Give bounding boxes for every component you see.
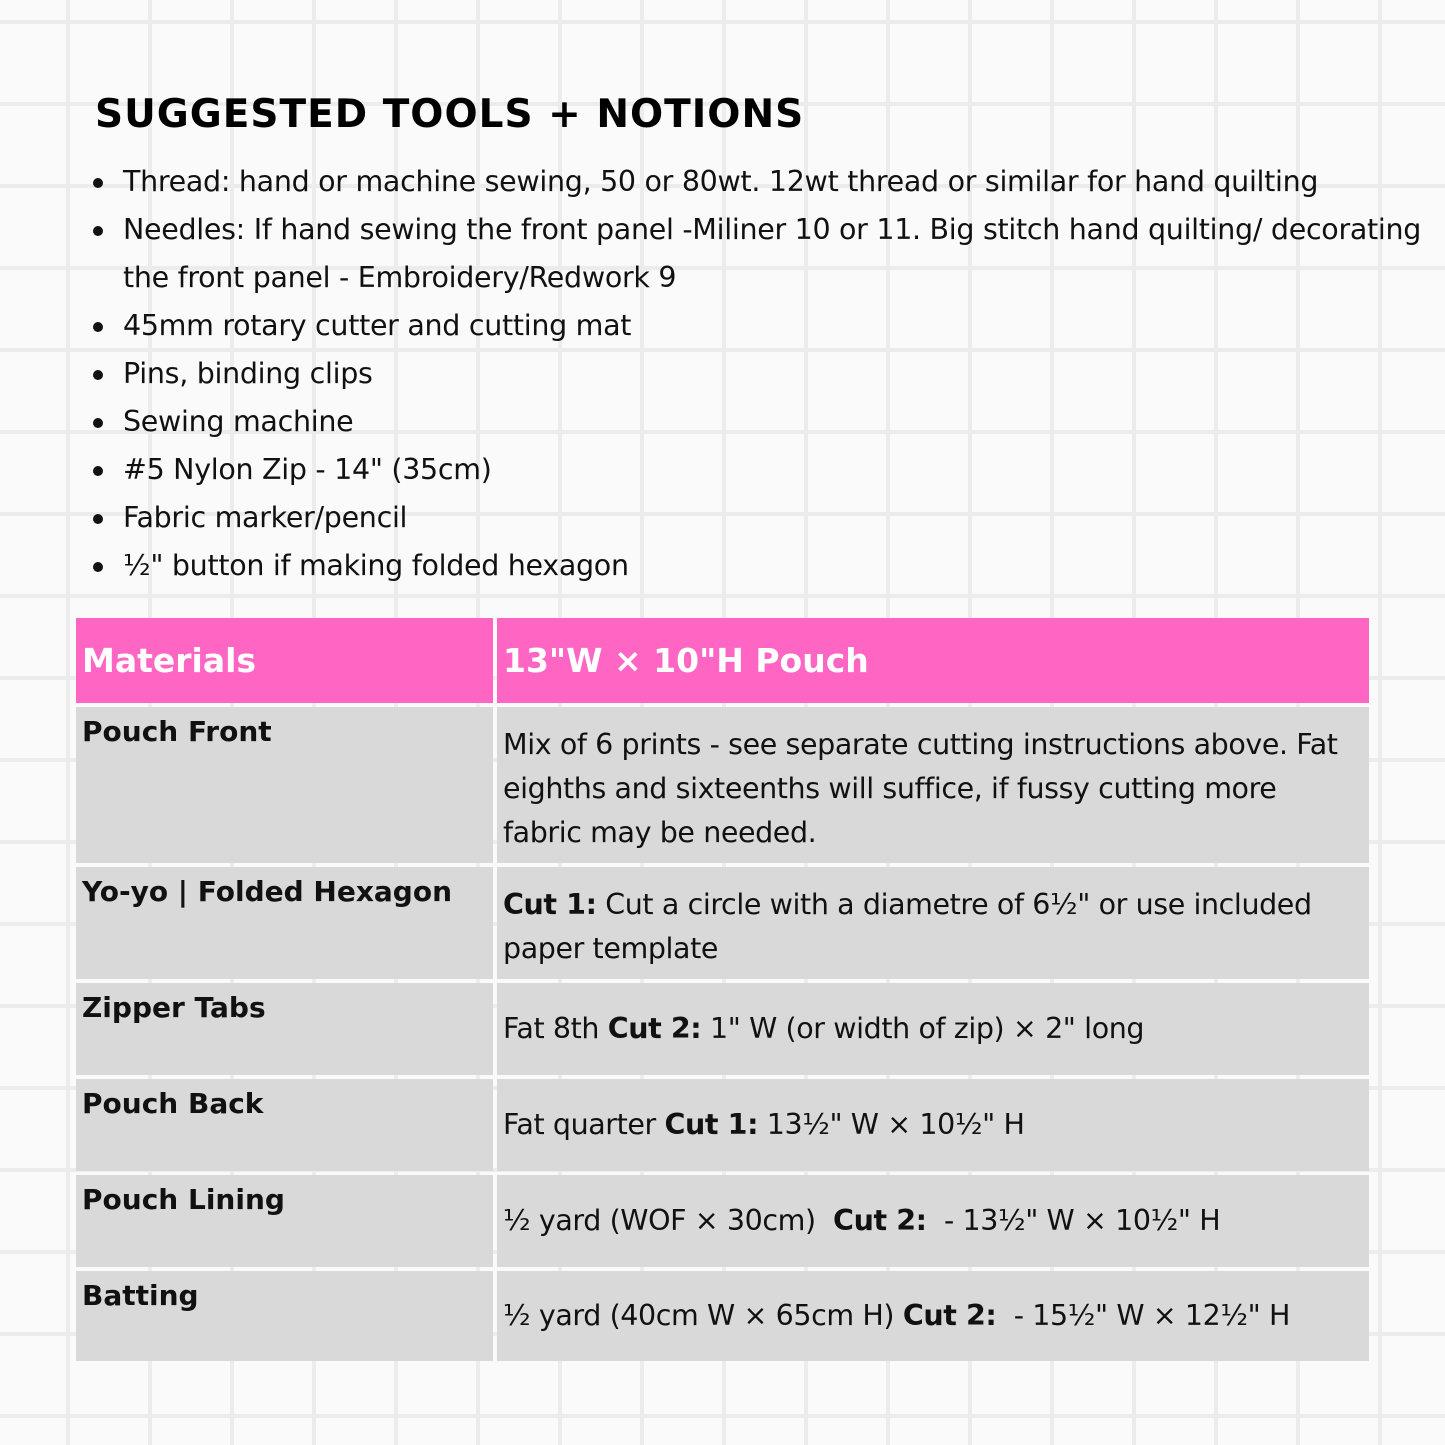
list-item: ½" button if making folded hexagon bbox=[123, 542, 1423, 590]
tools-list bbox=[88, 158, 1423, 590]
list-item: Thread: hand or machine sewing, 50 or 80wt. 12wt thread or similar for hand quilting bbox=[123, 158, 1423, 206]
table-header-row bbox=[76, 618, 1369, 703]
material-description: Cut 1: Cut a circle with a diametre of 6½" or use included paper template bbox=[503, 888, 1312, 965]
material-label: Zipper Tabs bbox=[82, 991, 266, 1024]
bullet-icon bbox=[93, 466, 103, 476]
material-description: ½ yard (WOF × 30cm) Cut 2: - 13½" W × 10½" H bbox=[503, 1204, 1221, 1237]
material-label: Yo-yo | Folded Hexagon bbox=[82, 875, 453, 908]
list-item: Pins, binding clips bbox=[123, 350, 1423, 398]
material-label: Pouch Back bbox=[82, 1087, 264, 1120]
material-description: Mix of 6 prints - see separate cutting instructions above. Fat eighths and sixteenths will suffice, if fussy cutting more fabric may be needed. bbox=[503, 728, 1338, 849]
header-cell-size: 13"W × 10"H Pouch bbox=[497, 618, 1369, 703]
material-description: Fat 8th Cut 2: 1" W (or width of zip) × 2" long bbox=[503, 1012, 1145, 1045]
table-row bbox=[76, 867, 1369, 979]
material-label: Batting bbox=[82, 1279, 199, 1312]
bullet-icon bbox=[93, 370, 103, 380]
table-row bbox=[76, 707, 1369, 863]
table-row bbox=[76, 1079, 1369, 1171]
list-item: Needles: If hand sewing the front panel -Miliner 10 or 11. Big stitch hand quilting/ decorating the front panel - Embroidery/Redwork 9 bbox=[123, 206, 1423, 302]
materials-table bbox=[76, 618, 1369, 1365]
material-label: Pouch Lining bbox=[82, 1183, 285, 1216]
table-row bbox=[76, 1175, 1369, 1267]
table-row bbox=[76, 983, 1369, 1075]
material-description: ½ yard (40cm W × 65cm H) Cut 2: - 15½" W × 12½" H bbox=[503, 1299, 1290, 1332]
header-cell-materials: Materials bbox=[76, 618, 493, 703]
bullet-icon bbox=[93, 322, 103, 332]
bullet-icon bbox=[93, 178, 103, 188]
bullet-icon bbox=[93, 418, 103, 428]
list-item: Fabric marker/pencil bbox=[123, 494, 1423, 542]
table-row bbox=[76, 1271, 1369, 1361]
page-title: SUGGESTED TOOLS + NOTIONS bbox=[95, 92, 805, 137]
bullet-icon bbox=[93, 562, 103, 572]
material-description: Fat quarter Cut 1: 13½" W × 10½" H bbox=[503, 1108, 1025, 1141]
list-item: 45mm rotary cutter and cutting mat bbox=[123, 302, 1423, 350]
list-item: Sewing machine bbox=[123, 398, 1423, 446]
bullet-icon bbox=[93, 514, 103, 524]
bullet-icon bbox=[93, 226, 103, 236]
list-item: #5 Nylon Zip - 14" (35cm) bbox=[123, 446, 1423, 494]
material-label: Pouch Front bbox=[82, 715, 272, 748]
